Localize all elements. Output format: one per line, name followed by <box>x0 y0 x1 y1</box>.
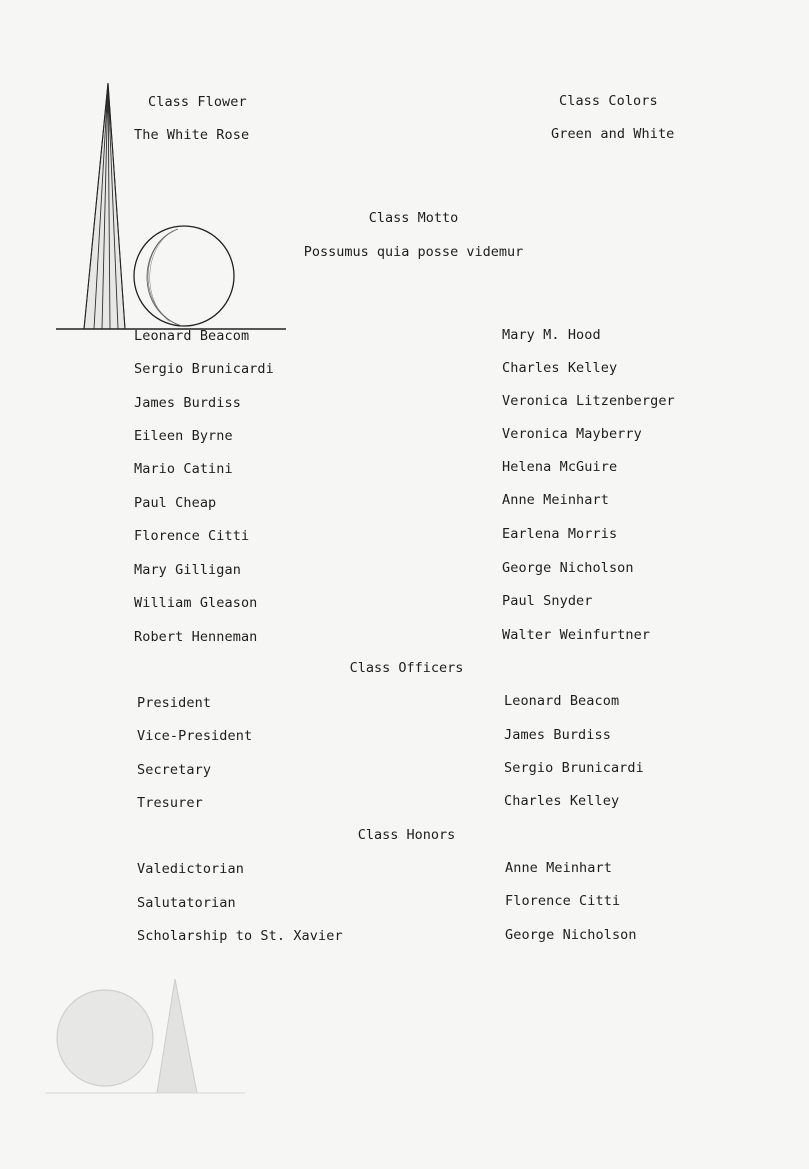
officer-name: Charles Kelley <box>504 793 620 809</box>
member-name: Robert Henneman <box>134 629 258 645</box>
honor-title: Salutatorian <box>137 895 236 911</box>
class-colors-value: Green and White <box>551 126 675 142</box>
honor-name: Florence Citti <box>505 893 621 909</box>
officer-title: Secretary <box>137 762 212 778</box>
member-name: Eileen Byrne <box>134 428 233 444</box>
honor-title: Valedictorian <box>137 861 244 877</box>
trylon-perisphere-illustration <box>50 75 290 335</box>
class-motto-value: Possumus quia posse videmur <box>303 244 524 260</box>
member-name: Helena McGuire <box>502 459 618 475</box>
member-name: Mario Catini <box>134 461 233 477</box>
member-name: Charles Kelley <box>502 360 618 376</box>
officer-title: Vice-President <box>137 728 253 744</box>
member-name: Mary Gilligan <box>134 562 241 578</box>
member-name: Leonard Beacom <box>134 328 250 344</box>
member-name: Veronica Mayberry <box>502 426 642 442</box>
class-officers-heading: Class Officers <box>349 660 464 676</box>
officer-title: Tresurer <box>137 795 203 811</box>
class-flower-value: The White Rose <box>134 127 250 143</box>
class-honors-heading: Class Honors <box>357 827 456 843</box>
member-name: Walter Weinfurtner <box>502 627 651 643</box>
officer-name: Leonard Beacom <box>504 693 620 709</box>
faded-trylon-perisphere-watermark <box>45 975 245 1095</box>
member-name: George Nicholson <box>502 560 634 576</box>
officer-name: Sergio Brunicardi <box>504 760 644 776</box>
member-name: Veronica Litzenberger <box>502 393 675 409</box>
honor-title: Scholarship to St. Xavier <box>137 928 343 944</box>
member-name: William Gleason <box>134 595 258 611</box>
class-colors-label: Class Colors <box>559 93 658 109</box>
officer-name: James Burdiss <box>504 727 611 743</box>
honor-name: Anne Meinhart <box>505 860 612 876</box>
member-name: Sergio Brunicardi <box>134 361 274 377</box>
member-name: Anne Meinhart <box>502 492 609 508</box>
class-flower-label: Class Flower <box>148 94 247 110</box>
officer-title: President <box>137 695 212 711</box>
member-name: James Burdiss <box>134 395 241 411</box>
member-name: Florence Citti <box>134 528 250 544</box>
honor-name: George Nicholson <box>505 927 637 943</box>
member-name: Paul Cheap <box>134 495 217 511</box>
member-name: Mary M. Hood <box>502 327 601 343</box>
member-name: Paul Snyder <box>502 593 593 609</box>
member-name: Earlena Morris <box>502 526 618 542</box>
class-motto-label: Class Motto <box>368 210 459 226</box>
